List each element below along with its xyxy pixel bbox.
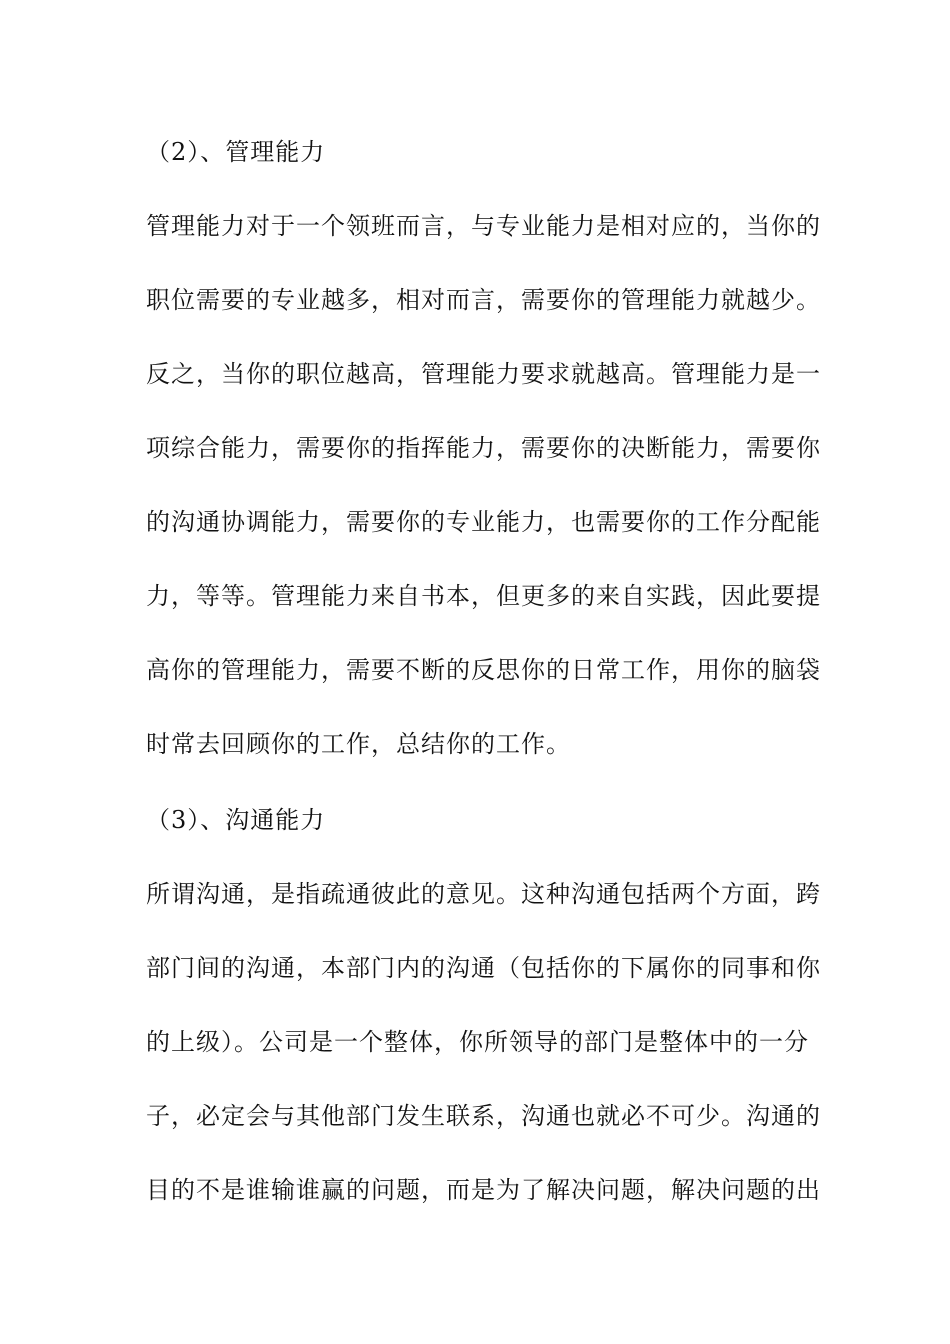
paragraph-line: 反之，当你的职位越高，管理能力要求就越高。管理能力是一 xyxy=(146,360,821,388)
paragraph-line: 部门间的沟通，本部门内的沟通（包括你的下属你的同事和你 xyxy=(146,954,821,982)
paragraph-line: 时常去回顾你的工作，总结你的工作。 xyxy=(146,730,571,758)
paragraph-line: 职位需要的专业越多，相对而言，需要你的管理能力就越少。 xyxy=(146,286,821,314)
section-heading-communication: （3）、沟通能力 xyxy=(146,806,326,834)
paragraph-line: 力，等等。管理能力来自书本，但更多的来自实践，因此要提 xyxy=(146,582,821,610)
paragraph-line: 的沟通协调能力，需要你的专业能力，也需要你的工作分配能 xyxy=(146,508,821,536)
paragraph-line: 的上级）。公司是一个整体，你所领导的部门是整体中的一分 xyxy=(146,1028,809,1056)
paragraph-line: 项综合能力，需要你的指挥能力，需要你的决断能力，需要你 xyxy=(146,434,821,462)
paragraph-line: 子，必定会与其他部门发生联系，沟通也就必不可少。沟通的 xyxy=(146,1102,821,1130)
section-heading-management: （2）、管理能力 xyxy=(146,138,326,166)
paragraph-line: 目的不是谁输谁赢的问题，而是为了解决问题，解决问题的出 xyxy=(146,1176,821,1204)
paragraph-line: 管理能力对于一个领班而言，与专业能力是相对应的，当你的 xyxy=(146,212,821,240)
paragraph-line: 高你的管理能力，需要不断的反思你的日常工作，用你的脑袋 xyxy=(146,656,821,684)
paragraph-line: 所谓沟通，是指疏通彼此的意见。这种沟通包括两个方面，跨 xyxy=(146,880,821,908)
